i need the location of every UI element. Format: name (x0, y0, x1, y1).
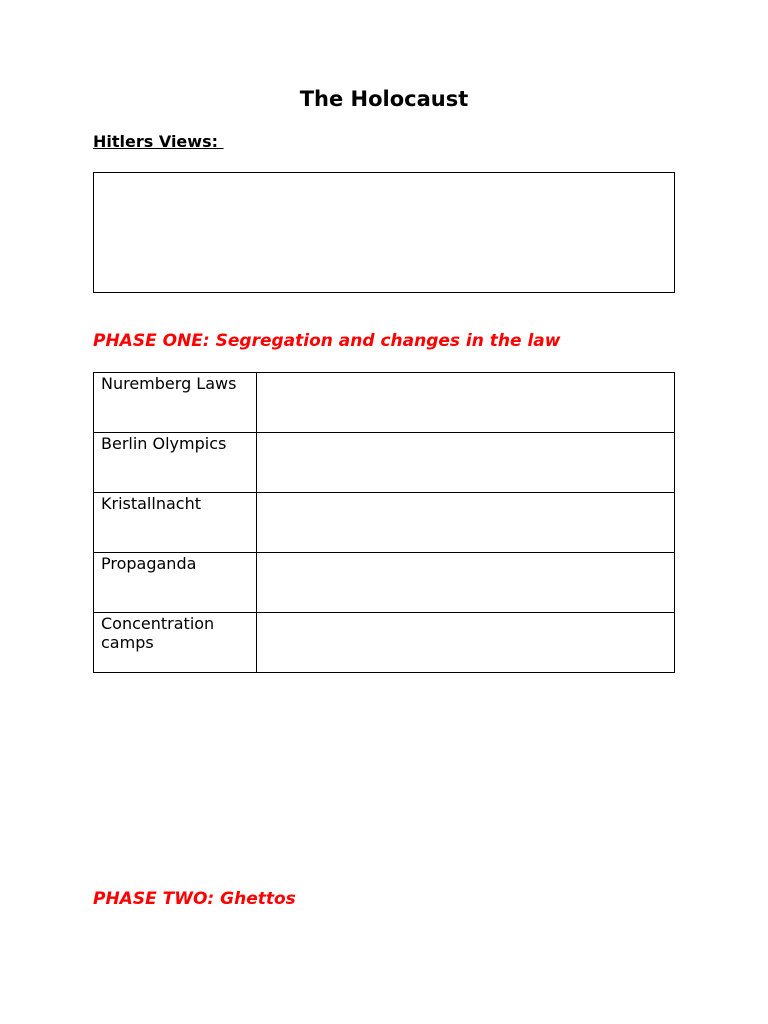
phase-one-table (93, 372, 675, 673)
hitlers-views-answer-box[interactable] (93, 172, 675, 293)
table-row (94, 373, 675, 433)
table-row (94, 493, 675, 553)
row-label-berlin-olympics: Berlin Olympics (94, 433, 257, 493)
answer-cell-nuremberg-laws[interactable] (257, 373, 675, 433)
answer-cell-berlin-olympics[interactable] (257, 433, 675, 493)
answer-cell-propaganda[interactable] (257, 553, 675, 613)
row-label-propaganda: Propaganda (94, 553, 257, 613)
answer-cell-kristallnacht[interactable] (257, 493, 675, 553)
table-row (94, 613, 675, 673)
table-row (94, 553, 675, 613)
row-label-kristallnacht: Kristallnacht (94, 493, 257, 553)
row-label-nuremberg-laws: Nuremberg Laws (94, 373, 257, 433)
phase-one-heading: PHASE ONE: Segregation and changes in the law (93, 331, 561, 351)
hitlers-views-label: Hitlers Views: (93, 132, 224, 151)
answer-cell-concentration-camps[interactable] (257, 613, 675, 673)
phase-two-heading: PHASE TWO: Ghettos (93, 889, 296, 909)
row-label-concentration-camps: Concentration camps (94, 613, 257, 673)
document-title: The Holocaust (299, 87, 469, 111)
table-row (94, 433, 675, 493)
